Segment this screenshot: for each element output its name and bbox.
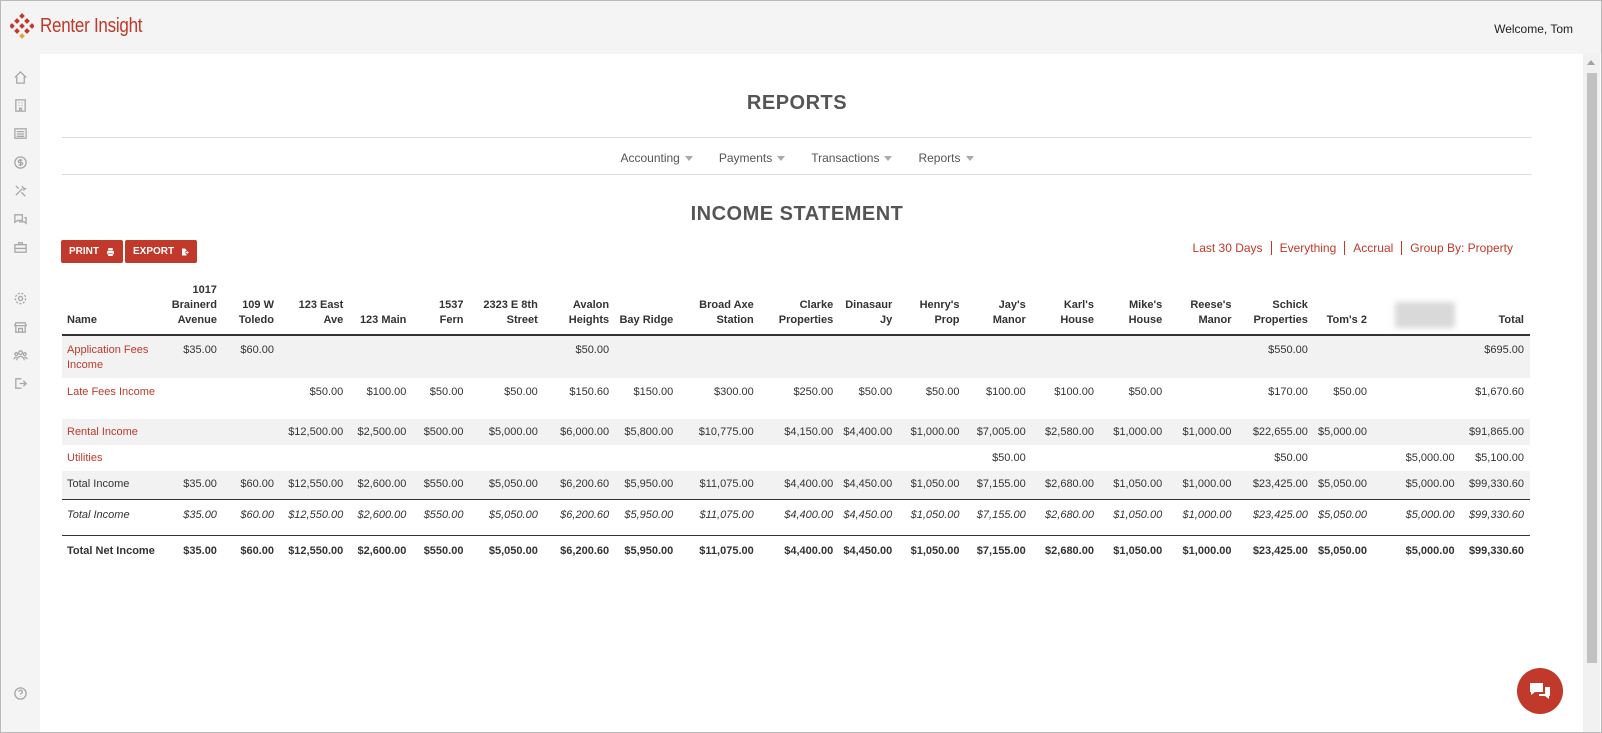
table-cell: $5,000.00 — [1405, 544, 1455, 557]
table-cell: $100.00 — [366, 386, 407, 398]
table-cell: $4,450.00 — [843, 508, 893, 521]
table-cell: $1,670.60 — [1475, 386, 1524, 398]
table-cell: $170.00 — [1268, 386, 1308, 398]
filter-date-range[interactable]: Last 30 Days — [1192, 241, 1263, 255]
column-header: 2323 E 8th Street — [483, 299, 538, 326]
table-cell: $50.00 — [504, 386, 538, 398]
column-header: Tom's 2 — [1326, 314, 1367, 326]
table-cell — [223, 445, 280, 471]
table-cell: $50.00 — [992, 452, 1026, 464]
redacted-text — [1395, 302, 1455, 328]
table-cell: $500.00 — [412, 419, 469, 445]
subnav-label: Reports — [918, 151, 961, 165]
logo-mark-icon — [10, 13, 34, 39]
row-label: Total Income — [67, 478, 130, 490]
column-header: Schick Properties — [1253, 299, 1308, 326]
table-cell: $6,200.60 — [560, 544, 610, 557]
table-cell: $1,050.00 — [910, 508, 960, 521]
filter-basis[interactable]: Accrual — [1344, 241, 1401, 255]
table-cell: $35.00 — [164, 335, 223, 378]
table-cell: $2,580.00 — [1032, 419, 1100, 445]
table-cell: $7,155.00 — [976, 508, 1026, 521]
table-cell: $2,500.00 — [349, 419, 412, 445]
column-header: 1017 Brainerd Avenue — [171, 284, 217, 326]
table-cell — [412, 335, 469, 378]
table-cell — [966, 335, 1032, 378]
row-name-cell — [62, 499, 164, 535]
table-cell — [898, 445, 965, 471]
print-label: PRINT — [69, 246, 99, 257]
table-header-row — [62, 283, 1530, 335]
table-cell — [1373, 335, 1461, 378]
table-cell — [280, 445, 349, 471]
table-cell: $5,050.00 — [1318, 508, 1367, 521]
table-cell — [1373, 419, 1461, 445]
welcome-user[interactable]: Welcome, Tom — [1494, 22, 1573, 36]
row-name-cell — [62, 335, 164, 378]
table-cell: $12,550.00 — [288, 508, 344, 521]
table-cell — [760, 445, 839, 471]
column-header: Name — [67, 314, 97, 326]
table-cell — [223, 419, 280, 445]
divider — [62, 137, 1532, 138]
table-cell: $6,200.60 — [544, 471, 615, 499]
report-filters — [1185, 241, 1521, 255]
users-icon[interactable] — [12, 347, 29, 364]
logo[interactable] — [10, 13, 160, 39]
sidebar — [1, 54, 40, 732]
table-cell: $50.00 — [429, 386, 464, 398]
table-cell — [164, 378, 223, 419]
table-body — [62, 335, 1530, 577]
column-header: Broad Axe Station — [699, 299, 754, 326]
table-cell: $2,600.00 — [357, 544, 407, 557]
table-cell: $4,450.00 — [843, 544, 893, 557]
subnav-transactions[interactable] — [811, 151, 892, 165]
table-cell: $5,050.00 — [469, 471, 543, 499]
table-cell: $50.00 — [544, 335, 615, 378]
table-cell: $5,000.00 — [1405, 452, 1455, 464]
table-cell: $10,775.00 — [679, 419, 759, 445]
table-cell: $1,000.00 — [1182, 508, 1232, 521]
table-cell: $4,400.00 — [839, 419, 898, 445]
table-row — [62, 419, 1530, 445]
row-label: Total Net Income — [67, 544, 155, 557]
column-header: 1537 Fern — [438, 299, 464, 326]
page-title: REPORTS — [746, 92, 848, 114]
table-cell: $12,550.00 — [280, 471, 349, 499]
table-cell: $22,655.00 — [1237, 419, 1313, 445]
table-cell: $1,000.00 — [1168, 471, 1237, 499]
top-header — [1, 1, 1601, 54]
table-cell: $7,155.00 — [966, 471, 1032, 499]
table-cell — [469, 445, 543, 471]
table-cell: $1,050.00 — [910, 544, 960, 557]
table-cell: $50.00 — [1274, 452, 1308, 464]
dollar-icon[interactable] — [12, 154, 29, 171]
table-cell: $23,425.00 — [1252, 508, 1308, 521]
column-header: Mike's House — [1128, 299, 1163, 326]
live-chat-button[interactable] — [1517, 668, 1563, 714]
table-cell: $100.00 — [985, 386, 1026, 398]
subnav-label: Payments — [718, 151, 773, 165]
table-cell — [164, 419, 223, 445]
row-name-cell — [62, 471, 164, 499]
table-cell: $5,950.00 — [624, 544, 674, 557]
table-cell: $60.00 — [240, 544, 274, 557]
table-cell: $6,000.00 — [544, 419, 615, 445]
table-cell: $23,425.00 — [1237, 471, 1313, 499]
subnav-payments[interactable] — [719, 151, 785, 165]
table-cell — [544, 445, 615, 471]
print-button[interactable] — [61, 240, 123, 263]
subnav-label: Transactions — [811, 151, 880, 165]
table-cell: $4,450.00 — [839, 471, 898, 499]
table-cell: $550.00 — [1237, 335, 1313, 378]
caret-down-icon — [685, 156, 693, 161]
table-cell — [223, 378, 280, 419]
table-cell: $550.00 — [423, 508, 464, 521]
table-cell: $60.00 — [223, 335, 280, 378]
table-cell — [1314, 445, 1373, 471]
table-cell: $12,500.00 — [280, 419, 349, 445]
table-cell: $1,050.00 — [1113, 508, 1163, 521]
table-cell — [1032, 445, 1100, 471]
table-cell: $99,330.60 — [1468, 544, 1524, 557]
list-icon[interactable] — [12, 125, 29, 142]
divider — [62, 174, 1532, 175]
store-icon[interactable] — [12, 319, 29, 336]
table-cell: $2,680.00 — [1045, 508, 1094, 521]
table-cell — [349, 445, 412, 471]
table-cell: $5,050.00 — [1314, 471, 1373, 499]
table-cell — [839, 445, 898, 471]
column-header: Henry's Prop — [919, 299, 960, 326]
table-cell: $50.00 — [309, 386, 344, 398]
table-cell — [1373, 378, 1461, 419]
table-cell: $11,075.00 — [699, 508, 754, 521]
filter-scope[interactable]: Everything — [1271, 241, 1345, 255]
scroll-up-arrow-icon[interactable] — [1587, 60, 1595, 65]
export-button[interactable] — [125, 240, 197, 263]
column-header: Clarke Properties — [778, 299, 834, 326]
briefcase-icon[interactable] — [12, 239, 29, 256]
column-header: 123 Main — [359, 314, 407, 326]
table-cell — [1168, 335, 1237, 378]
subnav-label: Accounting — [620, 151, 680, 165]
table-row — [62, 335, 1530, 378]
table-cell — [1100, 335, 1168, 378]
table-cell — [280, 335, 349, 378]
table-cell: $6,200.60 — [560, 508, 610, 521]
row-name-cell — [62, 378, 164, 419]
table-cell: $60.00 — [240, 508, 274, 521]
table-cell — [164, 445, 223, 471]
table-cell: $4,400.00 — [760, 471, 839, 499]
chat-bubbles-icon — [1528, 680, 1552, 702]
table-cell: $5,000.00 — [469, 419, 543, 445]
table-cell: $99,330.60 — [1461, 471, 1530, 499]
chat-icon[interactable] — [12, 211, 29, 228]
table-cell: $2,600.00 — [349, 471, 412, 499]
table-cell: $12,550.00 — [288, 544, 344, 557]
table-cell: $50.00 — [858, 386, 893, 398]
account-link[interactable]: Rental Income — [67, 426, 138, 438]
export-file-icon — [181, 245, 189, 259]
table-cell: $35.00 — [164, 471, 223, 499]
table-cell: $100.00 — [1054, 386, 1094, 398]
table-cell: $2,680.00 — [1045, 544, 1094, 557]
scrollbar-thumb[interactable] — [1587, 73, 1597, 663]
caret-down-icon — [777, 156, 785, 161]
table-cell: $99,330.60 — [1468, 508, 1524, 521]
table-cell — [1314, 335, 1373, 378]
column-header: Karl's House — [1060, 299, 1094, 326]
table-cell: $550.00 — [412, 471, 469, 499]
table-cell: $4,150.00 — [760, 419, 839, 445]
table-cell: $5,050.00 — [488, 544, 538, 557]
caret-down-icon — [884, 156, 892, 161]
report-title: INCOME STATEMENT — [690, 203, 904, 225]
table-cell: $4,400.00 — [784, 508, 834, 521]
logo-text: Renter Insight — [40, 14, 143, 37]
table-cell — [615, 445, 679, 471]
table-cell: $7,155.00 — [976, 544, 1026, 557]
table-cell: $5,000.00 — [1373, 471, 1461, 499]
tools-icon[interactable] — [12, 182, 29, 199]
subnav-accounting[interactable] — [620, 151, 692, 165]
column-header: Bay Ridge — [619, 314, 674, 326]
table-cell: $5,800.00 — [615, 419, 679, 445]
table-cell: $60.00 — [223, 471, 280, 499]
gear-icon[interactable] — [12, 290, 29, 307]
column-header: Dinasaur Jy — [845, 299, 893, 326]
table-cell: $4,400.00 — [784, 544, 834, 557]
export-label: EXPORT — [133, 246, 175, 257]
account-link[interactable]: Late Fees Income — [67, 386, 156, 398]
table-cell: $695.00 — [1461, 335, 1530, 378]
table-cell: $50.00 — [1333, 386, 1367, 398]
table-cell: $7,005.00 — [966, 419, 1032, 445]
table-cell: $1,000.00 — [1182, 544, 1232, 557]
row-label: Total Income — [67, 508, 130, 521]
table-cell: $2,680.00 — [1032, 471, 1100, 499]
table-cell: $50.00 — [1128, 386, 1163, 398]
column-header: Total — [1498, 314, 1524, 326]
income-statement-table — [62, 283, 1530, 577]
column-header: 123 East Ave — [298, 299, 344, 326]
table-cell — [839, 335, 898, 378]
column-header: Reese's Manor — [1190, 299, 1232, 326]
table-cell — [349, 335, 412, 378]
subnav-reports[interactable] — [918, 151, 973, 165]
table-cell: $1,050.00 — [1113, 544, 1163, 557]
table-cell: $5,050.00 — [1318, 544, 1367, 557]
table-cell — [1168, 445, 1237, 471]
building-icon[interactable] — [12, 97, 29, 114]
table-row — [62, 378, 1530, 419]
column-header: 109 W Toledo — [238, 299, 274, 326]
table-cell — [615, 335, 679, 378]
account-link[interactable]: Utilities — [67, 452, 103, 464]
table-cell: $5,000.00 — [1314, 419, 1373, 445]
table-cell: $50.00 — [925, 386, 960, 398]
table-cell: $35.00 — [183, 508, 217, 521]
table-cell: $11,075.00 — [699, 544, 754, 557]
table-cell — [1168, 378, 1237, 419]
net-income-row — [62, 535, 1530, 577]
column-header-redacted — [1373, 283, 1461, 335]
table-cell — [679, 335, 759, 378]
table-cell — [760, 335, 839, 378]
table-cell: $5,050.00 — [488, 508, 538, 521]
table-cell: $550.00 — [423, 544, 464, 557]
table-cell: $150.60 — [569, 386, 610, 398]
row-name-cell — [62, 535, 164, 577]
table-cell: $5,000.00 — [1405, 508, 1455, 521]
help-icon[interactable] — [12, 685, 29, 702]
table-cell: $35.00 — [183, 544, 217, 557]
table-cell: $2,600.00 — [357, 508, 407, 521]
caret-down-icon — [966, 156, 974, 161]
row-name-cell — [62, 445, 164, 471]
table-cell — [469, 335, 543, 378]
table-cell: $5,950.00 — [624, 508, 674, 521]
table-cell — [679, 445, 759, 471]
column-header: Jay's Manor — [992, 299, 1026, 326]
table-cell: $1,000.00 — [1100, 419, 1168, 445]
table-cell: $1,000.00 — [1168, 419, 1237, 445]
table-cell: $23,425.00 — [1252, 544, 1308, 557]
printer-icon — [106, 245, 115, 259]
table-row — [62, 445, 1530, 471]
table-cell: $91,865.00 — [1461, 419, 1530, 445]
home-icon[interactable] — [12, 69, 29, 86]
row-name-cell — [62, 419, 164, 445]
table-cell: $1,050.00 — [898, 471, 965, 499]
table-cell: $11,075.00 — [679, 471, 759, 499]
subtotal-row — [62, 499, 1530, 535]
table-cell: $300.00 — [713, 386, 754, 398]
table-cell — [1032, 335, 1100, 378]
filter-group-by[interactable]: Group By: Property — [1401, 241, 1521, 255]
table-cell — [898, 335, 965, 378]
table-cell: $5,100.00 — [1475, 452, 1524, 464]
report-subnav — [62, 151, 1532, 165]
table-cell: $5,950.00 — [615, 471, 679, 499]
account-link[interactable]: Application Fees Income — [67, 344, 149, 371]
table-cell — [1100, 445, 1168, 471]
table-cell — [412, 445, 469, 471]
table-cell: $1,050.00 — [1100, 471, 1168, 499]
table-row — [62, 471, 1530, 499]
table-cell: $1,000.00 — [898, 419, 965, 445]
logout-icon[interactable] — [12, 375, 29, 392]
table-cell: $150.00 — [633, 386, 674, 398]
column-header: Avalon Heights — [568, 299, 610, 326]
table-cell: $250.00 — [793, 386, 834, 398]
